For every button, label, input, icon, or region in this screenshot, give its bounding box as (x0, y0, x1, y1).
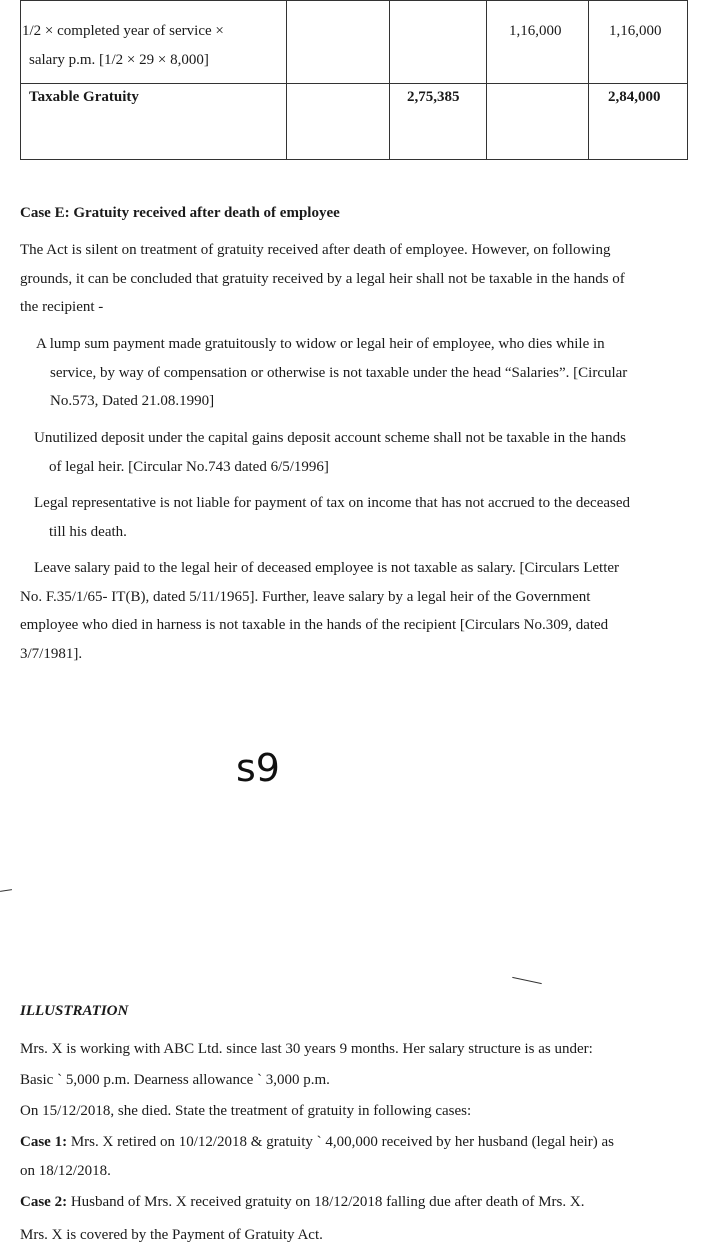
text-line: the recipient - (20, 299, 104, 315)
point-paragraph (34, 489, 688, 546)
text-line: Leave salary paid to the legal heir of deceased employee is not taxable as salary. [Circulars Letter (34, 560, 620, 576)
text-line: No. F.35/1/65- IT(B), dated 5/11/1965]. Further, leave salary by a legal heir of the Government (20, 588, 591, 605)
text-line: Mrs. X is covered by the Payment of Gratuity Act. (20, 1227, 323, 1243)
section-heading: Case E: Gratuity received after death of employee (20, 205, 340, 221)
gratuity-table (20, 0, 688, 160)
intro-paragraph (20, 236, 688, 322)
text-line: 3/7/1981]. (20, 645, 83, 662)
text-line: till his death. (49, 523, 127, 540)
point-paragraph (34, 424, 688, 481)
text-line: No.573, Dated 21.08.1990] (50, 393, 215, 409)
table-border (389, 0, 390, 160)
scan-mark (512, 977, 542, 984)
table-cell: 1/2 × completed year of service × (22, 23, 224, 39)
leave-salary-paragraph (20, 554, 688, 668)
table-cell: 2,84,000 (608, 89, 661, 105)
case-1-line (20, 1134, 614, 1151)
table-cell: Taxable Gratuity (29, 89, 139, 105)
text-line: grounds, it can be concluded that gratuity received by a legal heir shall not be taxable in the hands of (20, 270, 625, 287)
table-border (20, 159, 688, 160)
scan-mark (0, 889, 12, 892)
table-border (20, 83, 688, 84)
text-line: The Act is silent on treatment of gratuity received after death of employee. However, on following (20, 242, 611, 258)
table-cell: 1,16,000 (509, 23, 562, 39)
table-cell: 2,75,385 (407, 89, 460, 105)
table-border (588, 0, 589, 160)
point-paragraph (36, 330, 688, 416)
illustration-title: ILLUSTRATION (20, 1003, 129, 1019)
page-number: s9 (236, 746, 280, 790)
table-border (687, 0, 688, 160)
table-border (20, 0, 688, 1)
text-line: On 15/12/2018, she died. State the treatment of gratuity in following cases: (20, 1103, 472, 1119)
case-label: Case 1: (20, 1134, 68, 1150)
table-cell: 1,16,000 (609, 23, 662, 39)
text-line: Unutilized deposit under the capital gains deposit account scheme shall not be taxable in the hands (34, 430, 626, 446)
case-2-line (20, 1194, 584, 1211)
text-line: Legal representative is not liable for payment of tax on income that has not accrued to the deceased (34, 495, 631, 511)
case-text: Husband of Mrs. X received gratuity on 18/12/2018 falling due after death of Mrs. X. (67, 1194, 585, 1210)
table-border (486, 0, 487, 160)
text-line: on 18/12/2018. (20, 1163, 111, 1179)
table-cell: salary p.m. [1/2 × 29 × 8,000] (29, 52, 209, 68)
text-line: service, by way of compensation or otherwise is not taxable under the head “Salaries”. [Circular (50, 364, 628, 381)
case-text: Mrs. X retired on 10/12/2018 & gratuity ` 4,00,000 received by her husband (legal heir) as (67, 1134, 615, 1150)
text-line: employee who died in harness is not taxable in the hands of the recipient [Circulars No.309, dated (20, 617, 609, 633)
text-line: Mrs. X is working with ABC Ltd. since last 30 years 9 months. Her salary structure is as under: (20, 1041, 593, 1057)
table-border (286, 0, 287, 160)
text-line: of legal heir. [Circular No.743 dated 6/5/1996] (49, 458, 329, 475)
case-label: Case 2: (20, 1194, 68, 1210)
table-border (20, 0, 21, 160)
text-line: A lump sum payment made gratuitously to widow or legal heir of employee, who dies while in (36, 336, 605, 352)
text-line: Basic ` 5,000 p.m. Dearness allowance ` 3,000 p.m. (20, 1072, 330, 1088)
